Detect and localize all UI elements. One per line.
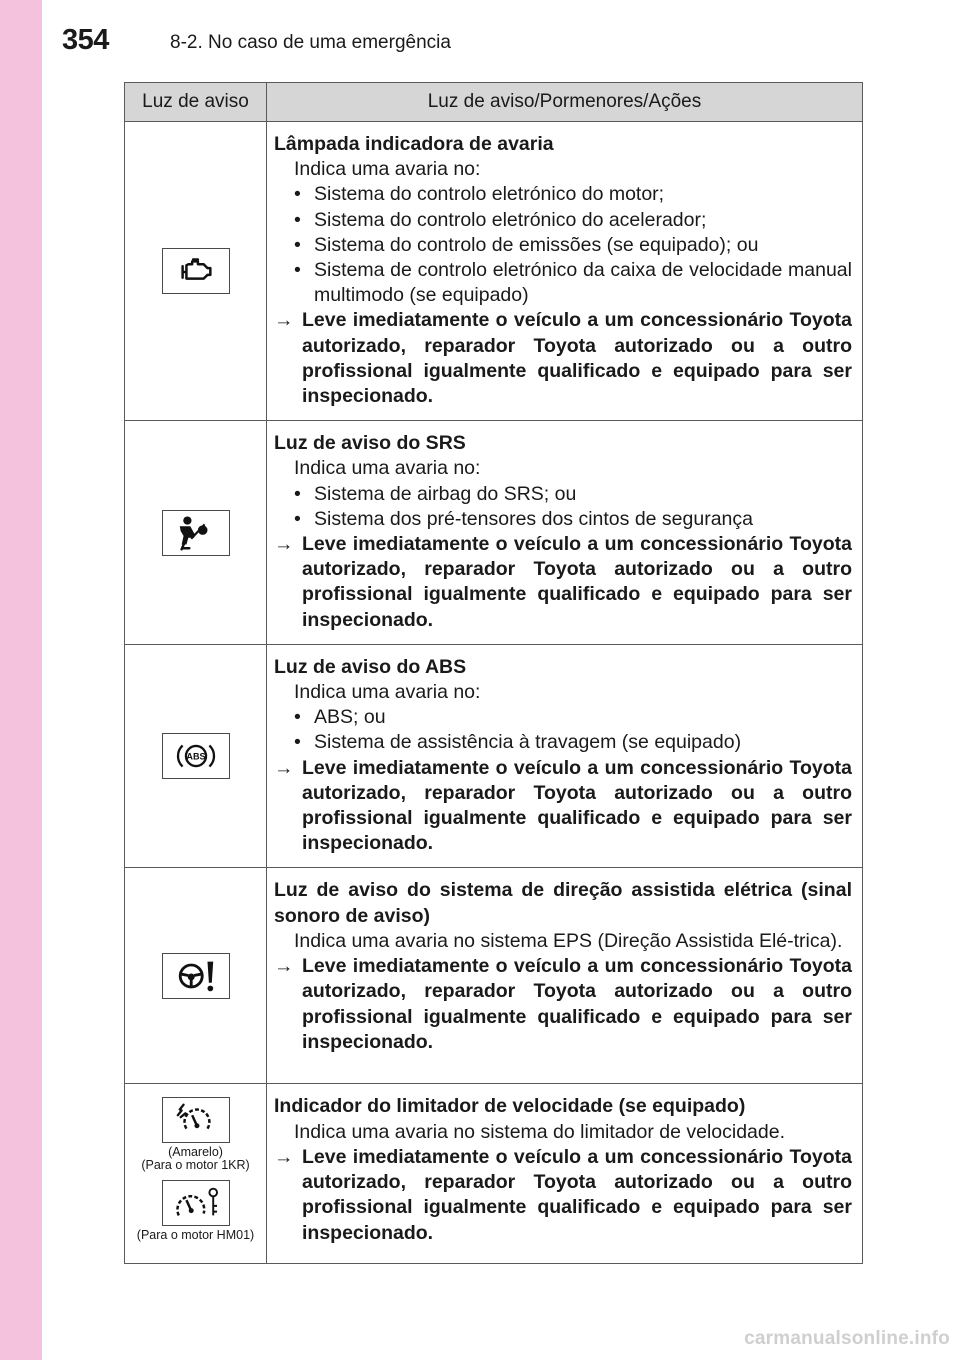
- details-cell: [267, 421, 863, 645]
- row-title: Luz de aviso do ABS: [274, 655, 467, 678]
- list-item: • Sistema de airbag do SRS; ou: [274, 482, 852, 507]
- table-row: [125, 868, 863, 1084]
- bullet-marker: •: [294, 731, 301, 754]
- row-description: Indica uma avaria no sistema do limitador de velocidade.: [294, 1120, 786, 1143]
- power-steering-warning-icon: [162, 953, 230, 999]
- table-header-row: [125, 83, 863, 122]
- abs-icon: [162, 733, 230, 779]
- icon-cell: [125, 421, 267, 645]
- abs-icon-label: ABS: [185, 751, 206, 762]
- section-title: 8-2. No caso de uma emergência: [170, 32, 451, 53]
- details-cell: [267, 122, 863, 421]
- list-item: • Sistema do controlo de emissões (se equipado); ou: [274, 233, 852, 258]
- details-cell: [267, 644, 863, 868]
- row-description: Indica uma avaria no:: [294, 681, 481, 704]
- icon-cell: [125, 1084, 267, 1264]
- bullet-marker: •: [294, 259, 301, 282]
- list-item: • ABS; ou: [274, 705, 852, 730]
- bullet-marker: •: [294, 233, 301, 256]
- arrow-icon: →: [274, 1145, 294, 1168]
- table-row: [125, 1084, 863, 1264]
- arrow-icon: →: [274, 756, 294, 779]
- page-number: 354: [62, 24, 109, 56]
- icon-cell: [125, 644, 267, 868]
- header-warning-light: Luz de aviso: [125, 83, 267, 122]
- arrow-icon: →: [274, 309, 294, 332]
- row-title: Luz de aviso do SRS: [274, 432, 466, 455]
- list-item: • Sistema dos pré-tensores dos cintos de segurança: [274, 507, 852, 532]
- table-row: [125, 122, 863, 421]
- watermark: carmanualsonline.info: [744, 1328, 950, 1349]
- action-instruction: → Leve imediatamente o veículo a um concessionário Toyota autorizado, reparador Toyota autorizado ou a outro profissional igualmente qualificado e equipado para ser inspecionado.: [274, 955, 852, 1053]
- arrow-icon: →: [274, 533, 294, 556]
- list-item: • Sistema de controlo eletrónico da caixa de velocidade manual multimodo (se equipado): [294, 259, 852, 307]
- bullet-marker: •: [294, 208, 301, 231]
- details-cell: [267, 868, 863, 1084]
- bullet-marker: •: [294, 507, 301, 530]
- row-title: Luz de aviso do sistema de direção assistida elétrica (sinal sonoro de aviso): [274, 879, 852, 927]
- bullet-marker: •: [294, 706, 301, 729]
- row-title: Indicador do limitador de velocidade (se equipado): [274, 1095, 746, 1118]
- list-item: • Sistema de assistência à travagem (se equipado): [274, 730, 852, 755]
- row-title: Lâmpada indicadora de avaria: [274, 133, 554, 155]
- action-instruction: → Leve imediatamente o veículo a um concessionário Toyota autorizado, reparador Toyota autorizado ou a outro profissional igualmente qualificado e equipado para ser inspecionado.: [274, 533, 852, 631]
- engine-check-icon: [162, 248, 230, 294]
- list-item: • Sistema do controlo eletrónico do motor;: [274, 182, 852, 207]
- speed-limiter-icon: [162, 1097, 230, 1143]
- action-instruction: → Leve imediatamente o veículo a um concessionário Toyota autorizado, reparador Toyota autorizado ou a outro profissional igualmente qualificado e equipado para ser inspecionado.: [274, 1145, 852, 1244]
- row-description: Indica uma avaria no:: [294, 158, 481, 181]
- details-cell: [267, 1084, 863, 1264]
- table-row: [125, 421, 863, 645]
- icon-caption: (Amarelo) (Para o motor 1KR): [141, 1145, 250, 1173]
- list-item: • Sistema do controlo eletrónico do acelerador;: [274, 208, 852, 233]
- table-row: [125, 644, 863, 868]
- header-details-actions: Luz de aviso/Pormenores/Ações: [267, 83, 863, 122]
- row-description: Indica uma avaria no sistema EPS (Direção Assistida Elé-trica).: [294, 929, 843, 952]
- icon-cell: [125, 122, 267, 421]
- icon-cell: [125, 868, 267, 1084]
- warning-lights-table: [124, 82, 863, 1264]
- speed-limiter-warning-icon: [162, 1180, 230, 1226]
- row-description: Indica uma avaria no:: [294, 457, 481, 480]
- side-tab-bar: [0, 0, 42, 1360]
- icon-caption: (Para o motor HM01): [136, 1228, 255, 1243]
- action-instruction: → Leve imediatamente o veículo a um concessionário Toyota autorizado, reparador Toyota autorizado ou a outro profissional igualmente qualificado e equipado para ser inspecionado.: [274, 309, 852, 408]
- srs-airbag-icon: [162, 510, 230, 556]
- bullet-marker: •: [294, 183, 301, 206]
- bullet-marker: •: [294, 482, 301, 505]
- arrow-icon: →: [274, 955, 294, 978]
- action-instruction: → Leve imediatamente o veículo a um concessionário Toyota autorizado, reparador Toyota autorizado ou a outro profissional igualmente qualificado e equipado para ser inspecionado.: [274, 756, 852, 855]
